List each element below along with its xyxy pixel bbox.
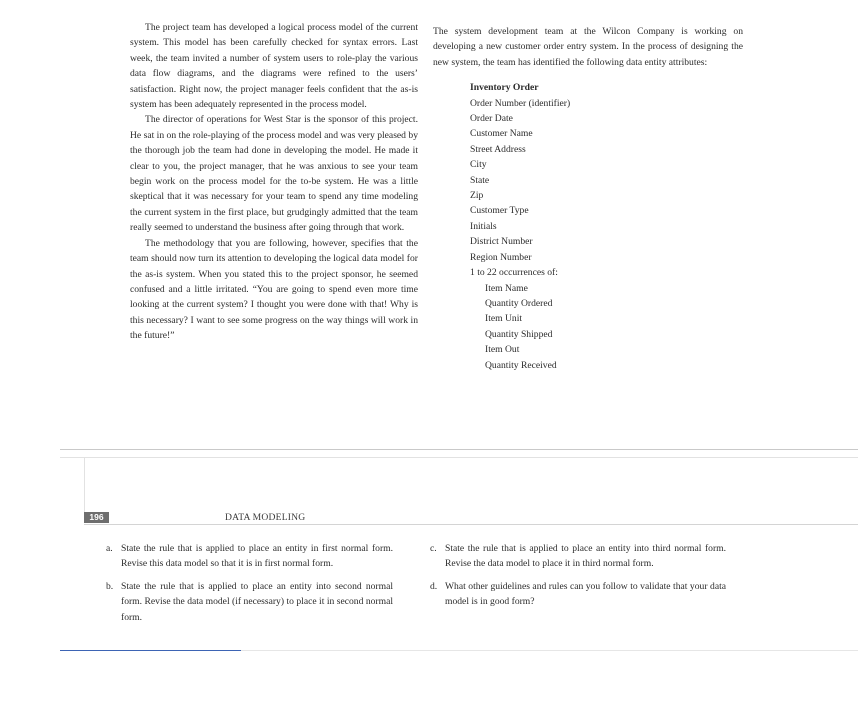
case-narrative-column: [130, 20, 418, 344]
question-letter: d.: [430, 580, 438, 592]
selection-underline: [60, 650, 241, 651]
attribute-item: Order Date: [470, 113, 513, 125]
header-divider: [84, 524, 858, 525]
question-item: [106, 541, 393, 572]
exercise-column: [433, 24, 743, 373]
attribute-item: Customer Name: [470, 128, 533, 140]
repeating-attribute-item: Item Out: [485, 344, 520, 356]
question-letter: b.: [106, 580, 114, 592]
repeating-attribute-item: Item Unit: [485, 313, 523, 325]
chapter-title: DATA MODELING: [225, 512, 306, 523]
page-left-margin-line: [84, 457, 85, 513]
page-bottom-divider: [241, 650, 858, 651]
question-text: State the rule that is applied to place an entity in first normal form. Revise this data model so that it is in first normal form.: [121, 543, 393, 570]
entity-name: Inventory Order: [470, 82, 539, 94]
question-text: What other guidelines and rules can you follow to validate that your data model is in good form?: [445, 580, 726, 608]
repeating-attribute-item: Quantity Received: [485, 359, 557, 371]
repeating-attribute-item: Quantity Shipped: [485, 328, 553, 340]
question-letter: a.: [106, 543, 113, 554]
question-text: State the rule that is applied to place an entity into second normal form. Revise the data model (if necessary) to place it in second normal form.: [121, 580, 393, 623]
attribute-item: Customer Type: [470, 205, 529, 217]
attribute-item: Zip: [470, 190, 484, 202]
page-top-border: [60, 457, 858, 458]
attribute-list: [470, 80, 743, 373]
attribute-item: Region Number: [470, 251, 532, 263]
repeating-attribute-list: [470, 281, 743, 373]
questions-right-column: [430, 541, 726, 617]
attribute-item: Street Address: [470, 143, 526, 155]
attribute-item: District Number: [470, 236, 533, 248]
attribute-item: 1 to 22 occurrences of:: [470, 267, 558, 279]
attribute-item: Order Number (identifier): [470, 97, 571, 109]
narrative-paragraph: The methodology that you are following, however, specifies that the team should now turn its attention to developing the logical data model for the as-is system. When you stated this to the project sponsor, he seemed confused and a little irritated. “You are going to spend even more time looking at the current system? I thought you were done with that! Why is this necessary? I want to see some progress on the way things will work in the future!”: [130, 237, 418, 342]
exercise-intro: The system development team at the Wilcon Company is working on developing a new customer order entry system. In the process of designing the new system, the team has identified the following data entity attributes:: [433, 26, 743, 68]
question-item: [106, 579, 393, 625]
question-text: State the rule that is applied to place an entity into third normal form. Revise the data model to place it in third normal form.: [445, 543, 726, 570]
repeating-attribute-item: Item Name: [485, 282, 528, 294]
repeating-attribute-item: Quantity Ordered: [485, 297, 553, 309]
attribute-item: State: [470, 174, 490, 186]
attribute-item: City: [470, 159, 487, 171]
attribute-item: Initials: [470, 220, 497, 232]
questions-left-column: [106, 541, 393, 632]
page-break-divider: [60, 449, 858, 450]
narrative-paragraph: The project team has developed a logical process model of the current system. This model has been carefully checked for syntax errors. Last week, the team invited a number of system users to role-play the various data flow diagrams, and the diagrams were refined to the users’ satisfaction. Right now, the project manager feels confident that the as-is system has been adequately represented in the process model.: [130, 22, 418, 111]
narrative-paragraph: The director of operations for West Star is the sponsor of this project. He sat in on the role-playing of the process model and was very pleased by the thorough job the team had done in developing the model. He made it clear to you, the project manager, that he was anxious to see your team begin work on the process model for the to-be system. He was a little skeptical that it was necessary for your team to spend any time modeling the current system in the first place, but grudgingly admitted that the team really seemed to understand the business after going through that work.: [130, 114, 418, 234]
question-item: [430, 579, 726, 610]
question-item: [430, 541, 726, 572]
question-letter: c.: [430, 543, 437, 554]
repeating-group: [470, 281, 743, 373]
page-number-badge: 196: [84, 512, 109, 523]
